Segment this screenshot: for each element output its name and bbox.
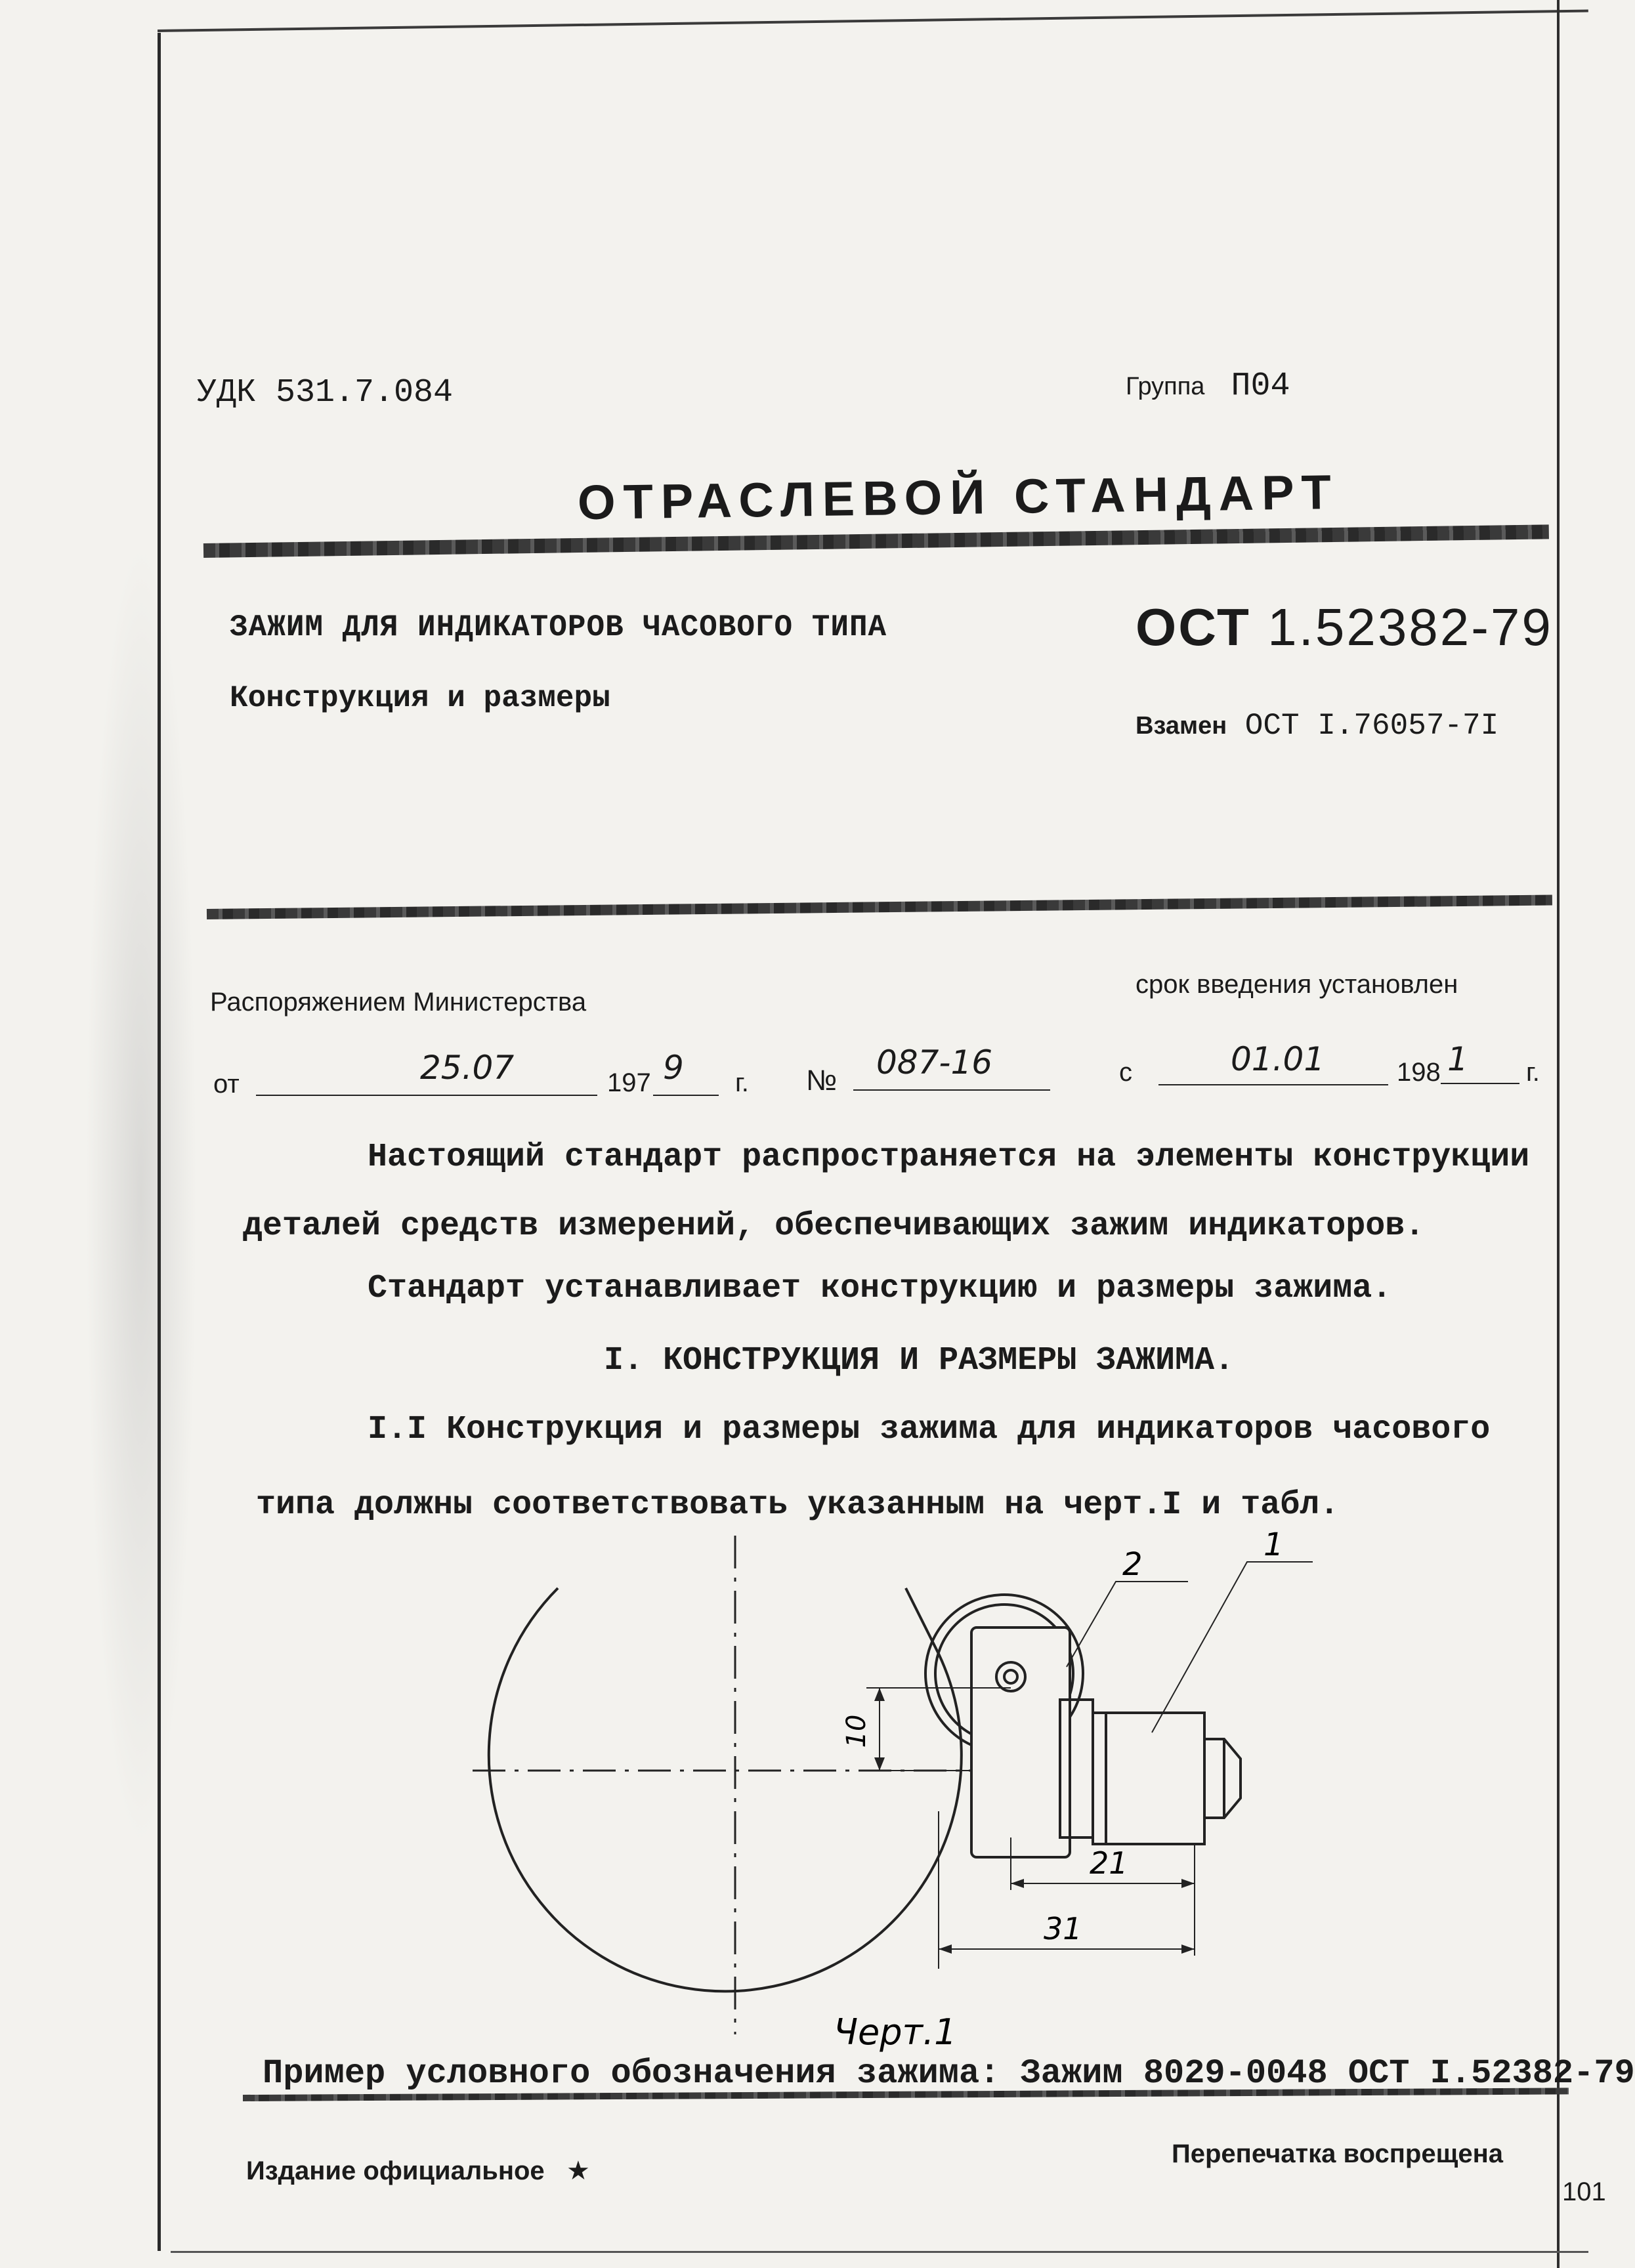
- standard-type-heading: ОТРАСЛЕВОЙ СТАНДАРТ: [577, 464, 1340, 530]
- leader-2-label: 2: [1122, 1546, 1143, 1583]
- designation-example: Пример условного обозначения зажима: Зажим 8029-0048 ОСТ I.52382-79: [263, 2054, 1635, 2093]
- frame-right-border: [1557, 0, 1560, 2268]
- term-year-prefix: 198: [1397, 1058, 1441, 1087]
- replaces-info: [1136, 709, 1498, 743]
- udk-code: УДК 531.7.084: [197, 374, 454, 411]
- dim-21-label: 21: [1090, 1845, 1128, 1881]
- term-year-unit: г.: [1526, 1058, 1540, 1087]
- dim-31-label: 31: [1044, 1911, 1082, 1946]
- year-underline: [653, 1095, 719, 1096]
- order-year-prefix: 197: [607, 1068, 651, 1097]
- official-edition-label: Издание официальное: [246, 2156, 545, 2185]
- ost-prefix: ОСТ: [1136, 598, 1251, 656]
- term-year-suffix: 1: [1447, 1040, 1468, 1078]
- title-block-rule: [207, 895, 1552, 919]
- frame-top-border: [158, 10, 1588, 32]
- order-year-suffix: 9: [663, 1049, 684, 1087]
- official-edition: [246, 2156, 590, 2186]
- group-label: Группа: [1126, 373, 1205, 400]
- term-from-label: с: [1119, 1058, 1132, 1087]
- order-number-label: №: [806, 1064, 838, 1097]
- frame-left-border: [158, 33, 161, 2251]
- page-number: 101: [1562, 2177, 1606, 2206]
- drawing-caption: Черт.1: [834, 2011, 957, 2053]
- order-year-unit: г.: [735, 1068, 749, 1097]
- order-number: 087-16: [876, 1043, 993, 1082]
- leader-1-label: 1: [1263, 1526, 1284, 1563]
- paragraph-1-1-line1: I.I Конструкция и размеры зажима для индикаторов часового: [368, 1411, 1491, 1448]
- replaces-value: ОСТ I.76057-7I: [1244, 709, 1499, 743]
- clamp-body: [971, 1628, 1070, 1857]
- frame-bottom-border: [171, 2251, 1588, 2253]
- term-year-underline: [1441, 1083, 1519, 1084]
- heading-rule: [203, 524, 1549, 558]
- screw-tip: [1204, 1739, 1241, 1818]
- paragraph-scope-line1: Настоящий стандарт распространяется на элементы конструкции: [368, 1139, 1530, 1176]
- ost-number: [1136, 597, 1553, 658]
- term-label: срок введения установлен: [1136, 970, 1458, 999]
- term-date-underline: [1158, 1084, 1388, 1085]
- date-underline: [256, 1095, 597, 1096]
- number-underline: [853, 1089, 1050, 1091]
- leader-line-2: [1067, 1582, 1188, 1667]
- order-label: Распоряжением Министерства: [210, 988, 587, 1017]
- paragraph-establishes: Стандарт устанавливает конструкцию и размеры зажима.: [368, 1270, 1392, 1307]
- indicator-circle-outline: [489, 1588, 962, 1991]
- term-date: 01.01: [1231, 1040, 1325, 1078]
- replaces-label: Взамен: [1136, 712, 1227, 740]
- ost-number-value: 1.52382-79: [1267, 598, 1553, 656]
- paragraph-scope-line2: деталей средств измерений, обеспечивающих зажим индикаторов.: [243, 1208, 1425, 1245]
- group-code: П04: [1231, 368, 1290, 405]
- document-title: ЗАЖИМ ДЛЯ ИНДИКАТОРОВ ЧАСОВОГО ТИПА: [230, 610, 887, 644]
- technical-drawing: [459, 1522, 1284, 2053]
- screw-body: [1093, 1713, 1204, 1844]
- scan-shadow: [85, 538, 197, 1851]
- paragraph-1-1-line2: типа должны соответствовать указанным на черт.I и табл.: [256, 1486, 1340, 1524]
- group-info: [1126, 368, 1290, 405]
- order-from-label: от: [213, 1070, 240, 1099]
- star-icon: ★: [566, 2156, 590, 2185]
- order-date: 25.07: [420, 1049, 515, 1087]
- document-subtitle: Конструкция и размеры: [230, 681, 610, 715]
- no-reprint-notice: Перепечатка воспрещена: [1172, 2139, 1503, 2168]
- leader-line-1: [1152, 1562, 1313, 1732]
- dim-10-label: 10: [841, 1714, 872, 1748]
- section-title: I. КОНСТРУКЦИЯ И РАЗМЕРЫ ЗАЖИМА.: [604, 1342, 1235, 1379]
